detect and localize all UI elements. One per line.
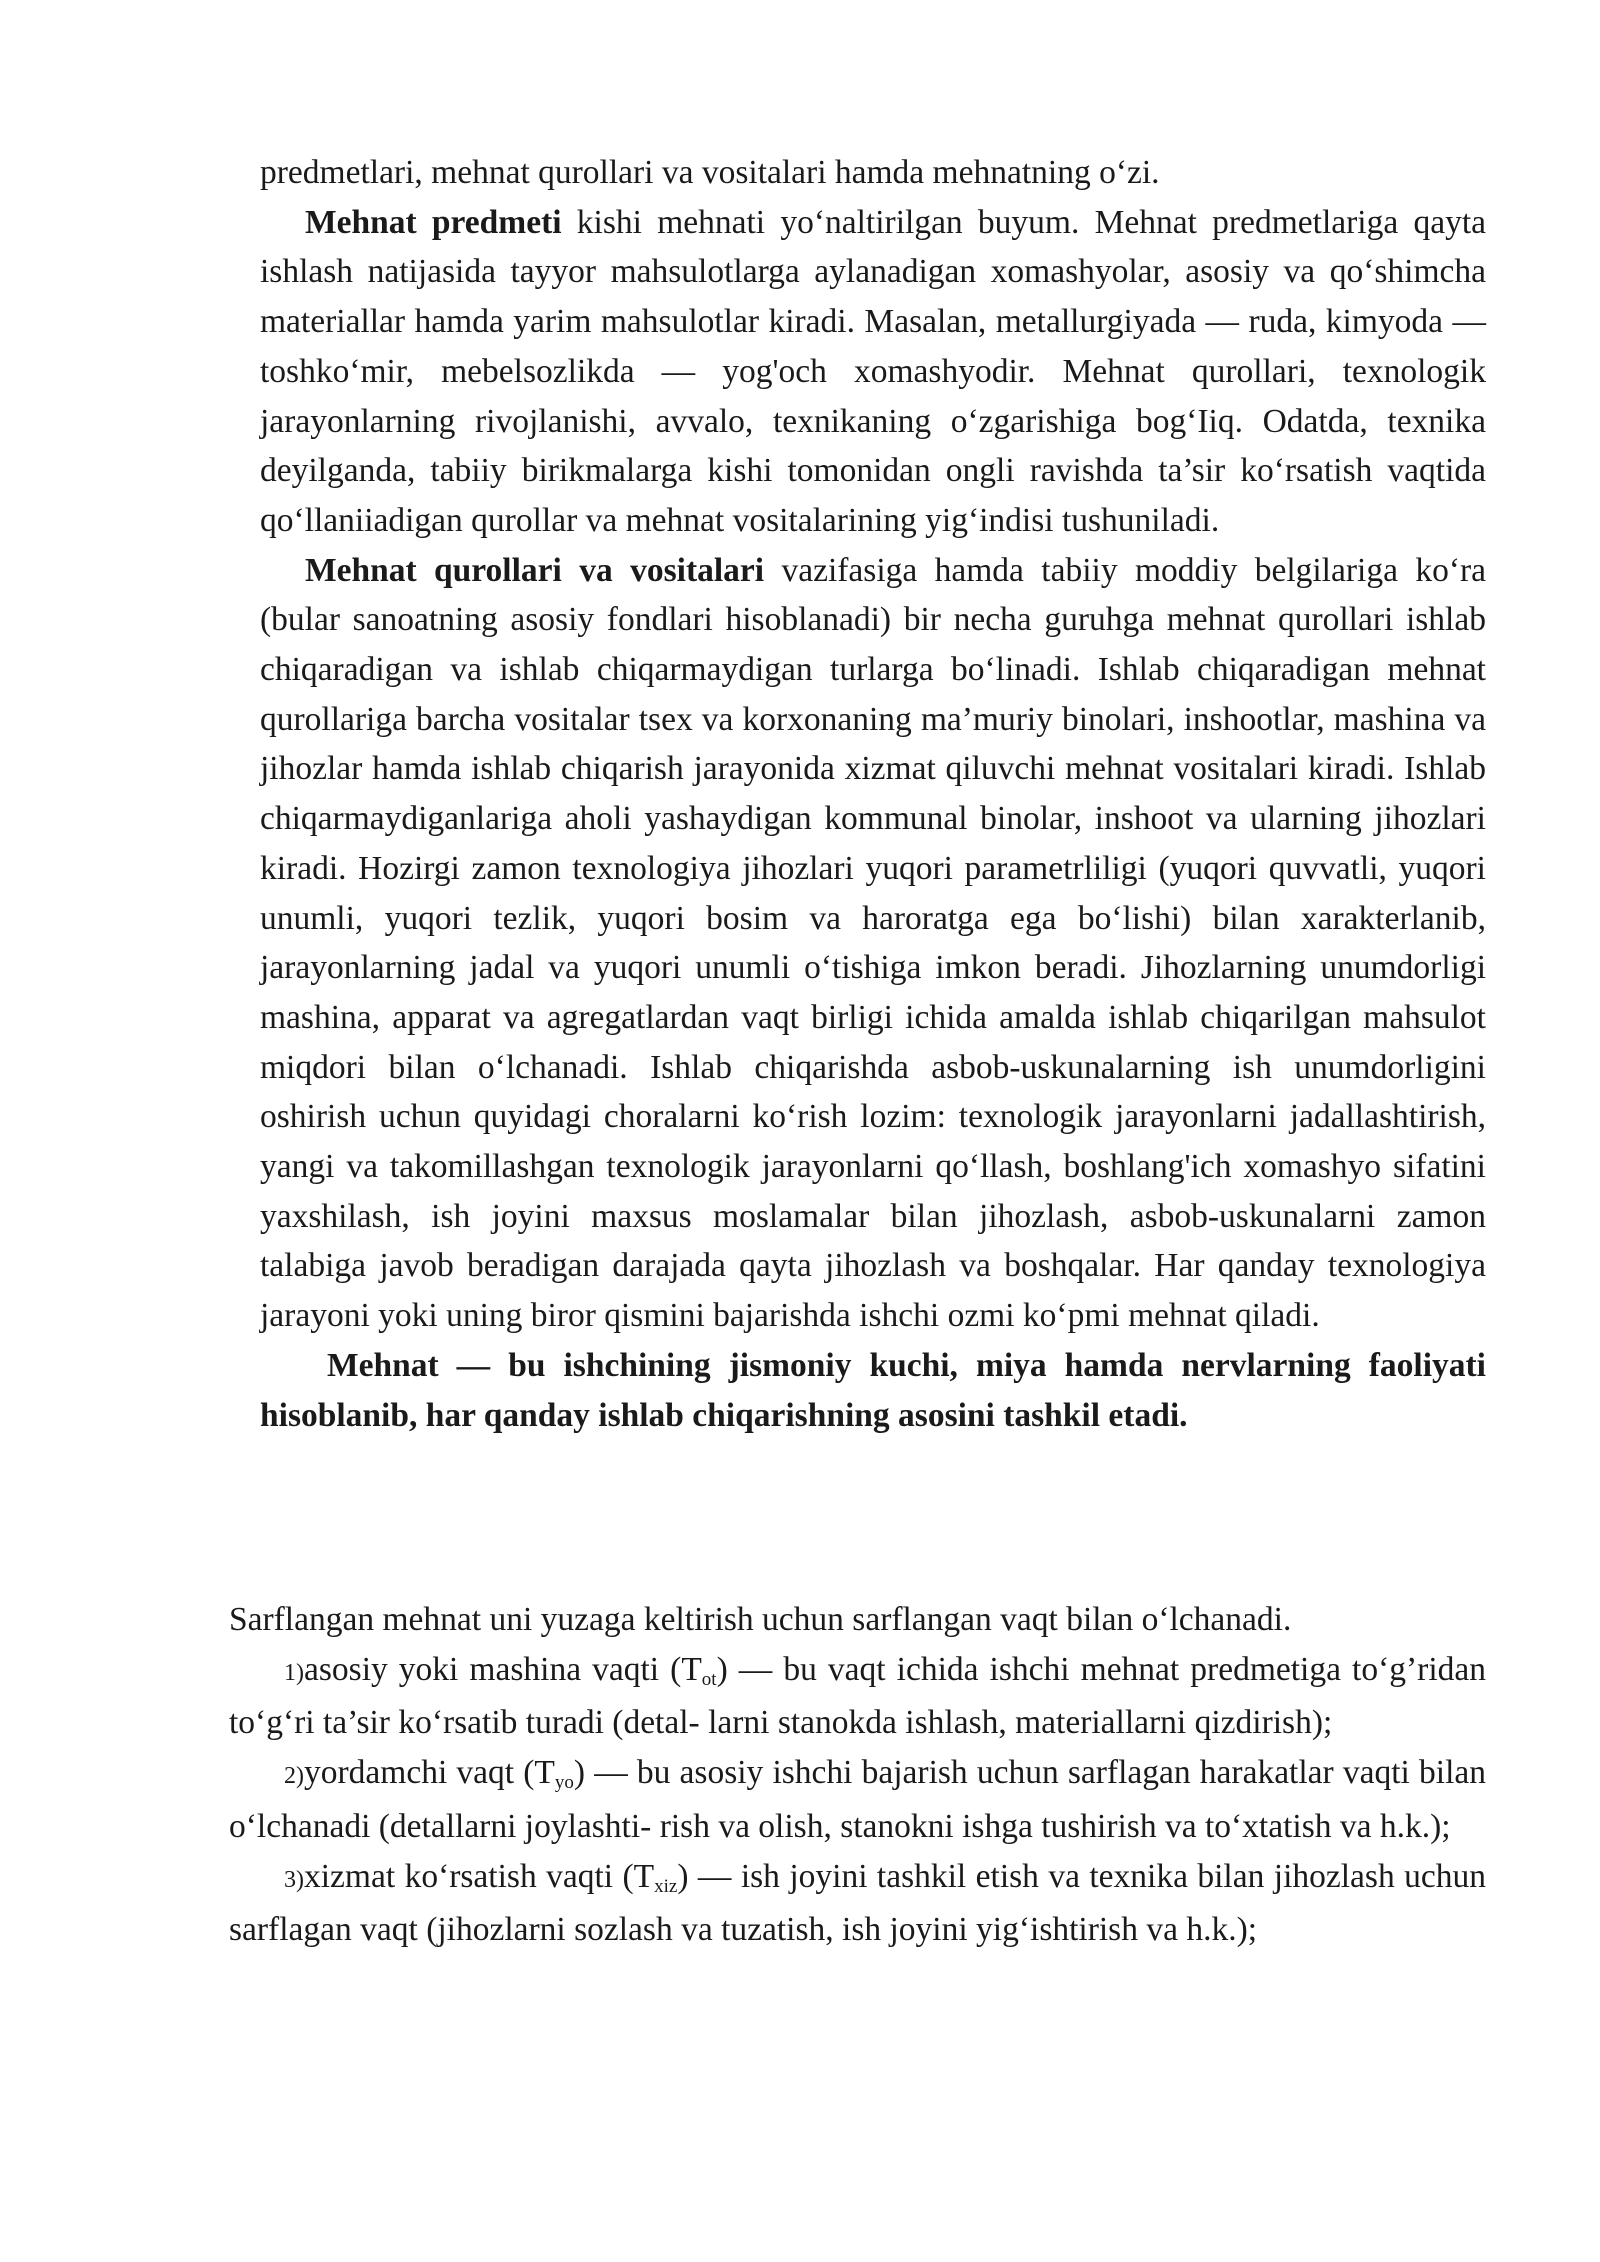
list-text-start: xizmat ko‘rsatish vaqti (T <box>304 1857 655 1895</box>
subscript: ot <box>701 1668 717 1690</box>
mehnat-definition-text: Mehnat — bu ishchining jismoniy kuchi, miya hamda nervlarning faoliyati hisoblanib, har qanday ishlab chiqarishning asosini tashkil etadi. <box>260 1346 1486 1434</box>
paragraph-text: vazifasiga hamda tabiiy moddiy belgilariga ko‘ra (bular sanoatning asosiy fondlari hisoblanadi) bir necha guruhga mehnat qurollari ishlab chiqaradigan va ishlab chiqarmaydigan turlarga bo‘linadi. Ishlab chiqaradigan mehnat qurollariga barcha vositalar tsex va korxonaning ma’muriy binolari, inshootlar, mashina va jihozlar hamda ishlab chiqarish jarayonida xizmat qiluvchi mehnat vositalari kiradi. Ishlab chiqarmaydiganlariga aholi yashaydigan kommunal binolar, inshoot va ularning jihozlari kiradi. Hozirgi zamon texnologiya jihozlari yuqori parametrliligi (yuqori quvvatli, yuqori unumli, yuqori tezlik, yuqori bosim va haroratga ega bo‘lishi) bilan xarakterlanib, jarayonlarning jadal va yuqori unumli o‘tishiga imkon beradi. Jihozlarning unumdorligi mashina, apparat va agregatlardan vaqt birligi ichida amalda ishlab chiqarilgan mahsulot miqdori bilan o‘lchanadi. Ishlab chiqarishda asbob-uskunalarning ish unumdorligini oshirish uchun quyidagi choralarni ko‘rish lozim: texnologik jarayonlarni jadallashtirish, yangi va takomillashgan texnologik jarayonlarni qo‘llash, boshlang'ich xomashyo sifatini yaxshilash, ish joyini maxsus moslamalar bilan jihozlash, asbob-uskunalarni zamon talabiga javob beradigan darajada qayta jihozlash va boshqalar. Har qanday texnologiya jarayoni yoki uning biror qismini bajarishda ishchi ozmi ko‘pmi mehnat qiladi. <box>260 551 1486 1335</box>
list-text-start: yordamchi vaqt (T <box>304 1754 555 1792</box>
paragraph-text: Sarflangan mehnat uni yuzaga keltirish uchun sarflangan vaqt bilan o‘lchanadi. <box>229 1601 1292 1638</box>
list-text-end: ) — bu vaqt ichida ishchi mehnat predmetiga to‘g’ridan to‘g‘ri ta’sir ko‘rsatib turadi (detal- larni stanokda ishlash, materiallarni qizdirish); <box>229 1650 1486 1742</box>
list-number: 1) <box>284 1659 304 1686</box>
term-mehnat-qurollari: Mehnat qurollari va vositalari <box>305 551 765 589</box>
list-number: 2) <box>284 1763 304 1790</box>
list-text-end: ) — ish joyini tashkil etish va texnika bilan jihozlash uchun sarflagan vaqt (jihozlarni sozlash va tuzatish, ish joyini yig‘ishtirish va h.k.); <box>229 1857 1486 1949</box>
list-item <box>229 1748 1486 1851</box>
paragraph-mehnat-predmeti <box>260 198 1486 546</box>
paragraph-text: predmetlari, mehnat qurollari va vositalari hamda mehnatning o‘zi. <box>260 154 1160 191</box>
paragraph-mehnat-definition <box>260 1341 1486 1440</box>
body-text-lower <box>229 1595 1486 1955</box>
paragraph-sarflangan-mehnat <box>229 1595 1486 1645</box>
subscript: yo <box>554 1772 574 1794</box>
list-text-start: asosiy yoki mashina vaqti (T <box>304 1650 702 1688</box>
paragraph-mehnat-qurollari <box>260 546 1486 1341</box>
paragraph-continuation <box>260 148 1486 198</box>
body-text-upper <box>260 148 1486 1440</box>
list-text-end: ) — bu asosiy ishchi bajarish uchun sarflagan harakatlar vaqti bilan o‘lchanadi (detallarni joylashti- rish va olish, stanokni ishga tushirish va to‘xtatish va h.k.); <box>229 1754 1486 1845</box>
list-item <box>229 1852 1486 1955</box>
term-mehnat-predmeti: Mehnat predmeti <box>305 203 562 241</box>
list-number: 3) <box>284 1866 304 1893</box>
subscript: xiz <box>654 1875 678 1897</box>
list-item <box>229 1645 1486 1748</box>
paragraph-text: kishi mehnati yo‘naltirilgan buyum. Mehnat predmetlariga qayta ishlash natijasida tayyor mahsulotlarga aylanadigan xomashyolar, asosiy va qo‘shimcha materiallar hamda yarim mahsulotlar kiradi. Masalan, metallurgiyada — ruda, kimyoda — toshko‘mir, mebelsozlikda — yog'och xomashyodir. Mehnat qurollari, texnologik jarayonlarning rivojlanishi, avvalo, texnikaning o‘zgarishiga bog‘Iiq. Odatda, texnika deyilganda, tabiiy birikmalarga kishi tomonidan ongli ravishda ta’sir ko‘rsatish vaqtida qo‘llaniiadigan qurollar va mehnat vositalarining yig‘indisi tushuniladi. <box>260 203 1486 539</box>
